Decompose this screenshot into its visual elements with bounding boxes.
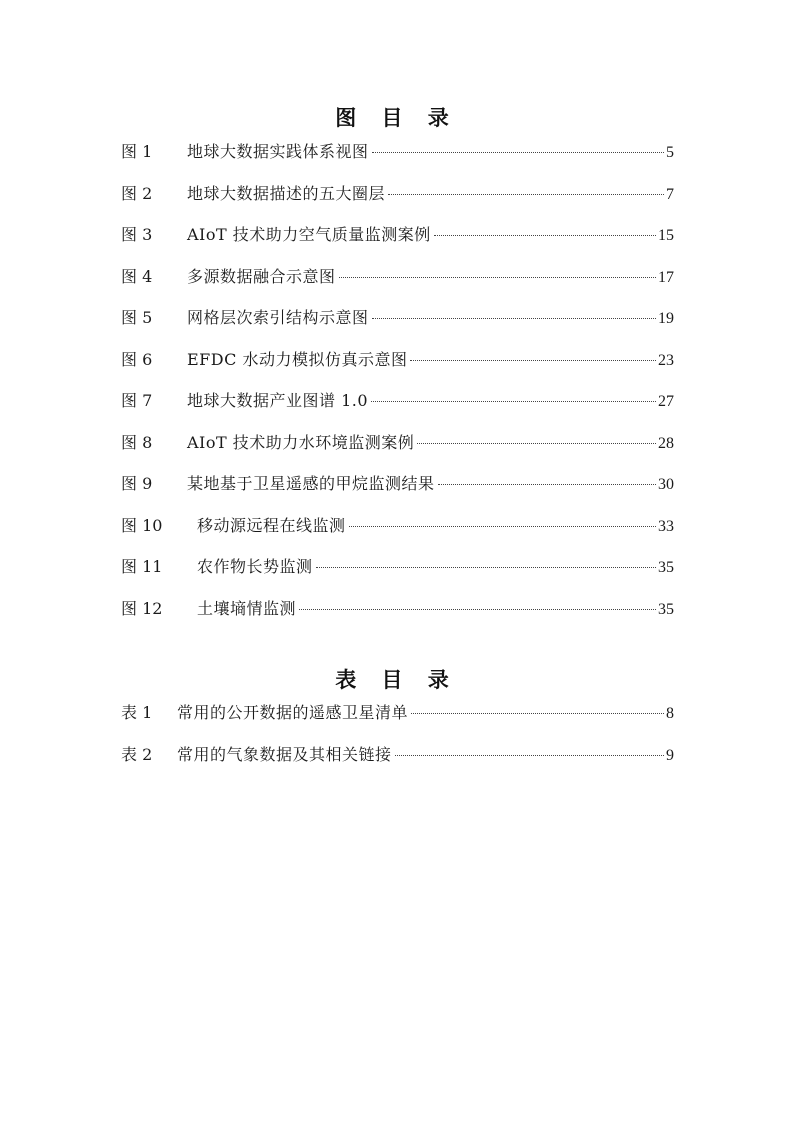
page-number: 35 — [658, 559, 674, 576]
entry-title: 地球大数据描述的五大圈层 — [187, 183, 386, 203]
figure-entry[interactable] — [121, 388, 674, 430]
entry-label: 图 1 — [121, 142, 153, 161]
page-number: 19 — [658, 310, 674, 327]
dot-leader — [411, 713, 664, 714]
figure-entry[interactable] — [121, 596, 674, 638]
entry-label: 图 7 — [121, 391, 153, 410]
page-number: 8 — [666, 705, 674, 722]
table-entry[interactable] — [121, 742, 674, 784]
table-entry[interactable] — [121, 700, 674, 742]
entry-label: 图 12 — [121, 598, 163, 618]
figure-entry[interactable] — [121, 471, 674, 513]
dot-leader — [372, 152, 664, 153]
entry-title: 土壤墒情监测 — [197, 598, 297, 618]
figure-entry[interactable] — [121, 430, 674, 472]
entry-label: 表 2 — [121, 744, 153, 764]
page-number: 9 — [666, 746, 674, 764]
figure-entry[interactable] — [121, 181, 674, 223]
figure-entry[interactable] — [121, 554, 674, 596]
page-number: 30 — [658, 476, 674, 493]
entry-label: 图 8 — [121, 432, 153, 452]
figure-entry[interactable] — [121, 347, 674, 389]
figure-entry[interactable] — [121, 139, 674, 181]
page-number: 17 — [658, 268, 674, 286]
figure-entry[interactable] — [121, 222, 674, 264]
dot-leader — [410, 360, 656, 361]
dot-leader — [395, 755, 664, 756]
entry-title: 某地基于卫星遥感的甲烷监测结果 — [187, 474, 435, 493]
entry-title: 农作物长势监测 — [197, 557, 313, 576]
entry-title: 多源数据融合示意图 — [187, 266, 336, 286]
tables-list — [121, 700, 674, 783]
entry-label: 图 10 — [121, 515, 163, 535]
entry-title: 网格层次索引结构示意图 — [187, 308, 369, 327]
tables-heading: 表 目 录 — [335, 668, 458, 692]
dot-leader — [372, 318, 656, 319]
page-number: 7 — [666, 185, 674, 203]
entry-label: 表 1 — [121, 703, 153, 722]
dot-leader — [371, 401, 656, 402]
figure-entry[interactable] — [121, 264, 674, 306]
dot-leader — [299, 609, 656, 610]
entry-label: 图 11 — [121, 557, 163, 576]
page-number: 35 — [658, 600, 674, 618]
entry-title: 地球大数据产业图谱 1.0 — [187, 391, 369, 410]
entry-label: 图 2 — [121, 183, 153, 203]
dot-leader — [434, 235, 656, 236]
dot-leader — [339, 277, 656, 278]
entry-title: AIoT 技术助力水环境监测案例 — [187, 432, 415, 452]
entry-title: 常用的公开数据的遥感卫星清单 — [177, 703, 409, 722]
figure-entry[interactable] — [121, 305, 674, 347]
entry-title: 地球大数据实践体系视图 — [187, 142, 369, 161]
page-number: 28 — [658, 434, 674, 452]
entry-label: 图 5 — [121, 308, 153, 327]
entry-label: 图 4 — [121, 266, 153, 286]
page-number: 23 — [658, 351, 674, 369]
entry-label: 图 9 — [121, 474, 153, 493]
entry-label: 图 6 — [121, 349, 153, 369]
entry-title: 常用的气象数据及其相关链接 — [177, 744, 392, 764]
figures-list — [121, 139, 674, 637]
entry-title: 移动源远程在线监测 — [197, 515, 346, 535]
dot-leader — [316, 567, 656, 568]
page-number: 27 — [658, 393, 674, 410]
entry-title: AIoT 技术助力空气质量监测案例 — [187, 225, 431, 244]
entry-label: 图 3 — [121, 225, 153, 244]
entry-title: EFDC 水动力模拟仿真示意图 — [187, 349, 408, 369]
page-number: 33 — [658, 517, 674, 535]
figure-entry[interactable] — [121, 513, 674, 555]
figures-heading: 图 目 录 — [335, 106, 458, 130]
page-number: 15 — [658, 227, 674, 244]
page-number: 5 — [666, 144, 674, 161]
dot-leader — [417, 443, 656, 444]
dot-leader — [349, 526, 656, 527]
dot-leader — [388, 194, 664, 195]
dot-leader — [438, 484, 656, 485]
